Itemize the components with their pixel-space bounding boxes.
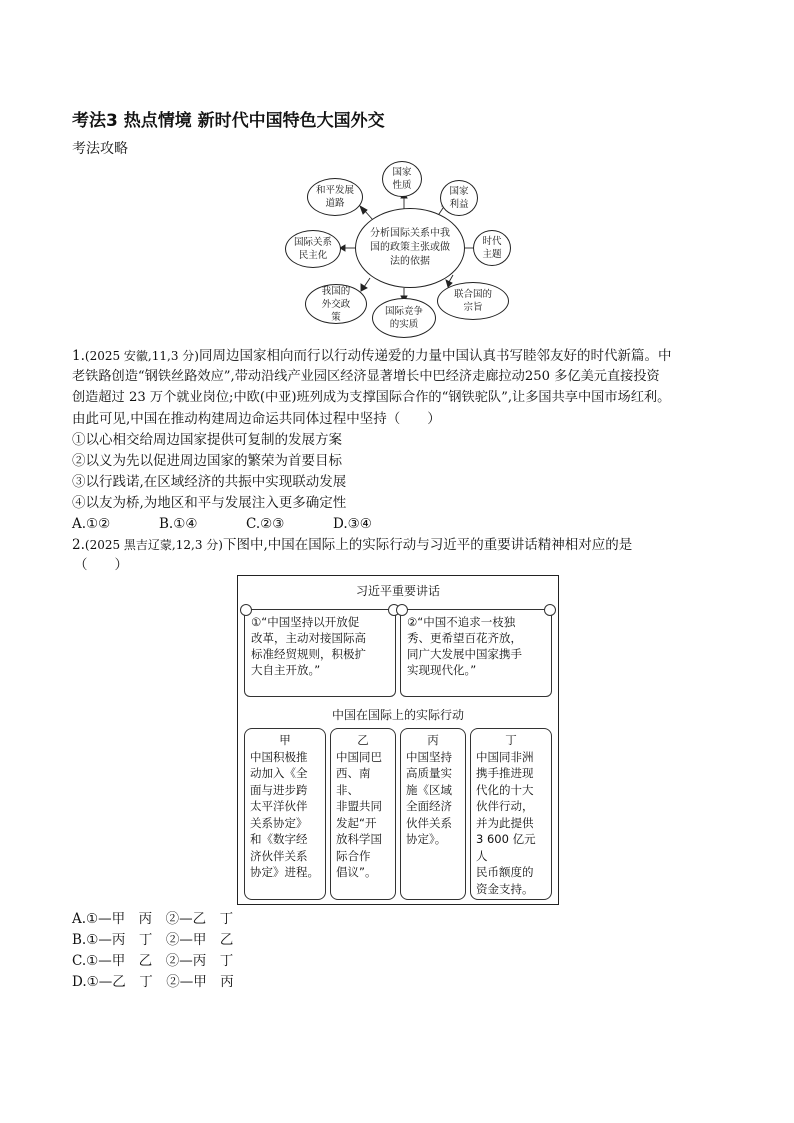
- mindmap-diagram: [285, 160, 525, 340]
- speech1-line1: ①“中国坚持以开放促: [251, 615, 360, 629]
- card-line: 发起“开: [336, 815, 377, 830]
- mindmap-node-competition: 国际竞争的实质: [372, 298, 436, 338]
- q2-number: 2.: [72, 537, 85, 553]
- speech2-line1: ②“中国不追求一枝独: [407, 615, 516, 629]
- card-line: 太平洋伙伴: [250, 799, 308, 813]
- card-line: 施《区域: [406, 782, 452, 797]
- mindmap-node-democratization: 国际关系民主化: [285, 230, 341, 268]
- q1-source: (2025 安徽,11,3 分): [84, 349, 199, 363]
- section-title: 考法3 热点情境 新时代中国特色大国外交: [72, 111, 385, 131]
- action-card-jia: [244, 728, 326, 900]
- q1-stem-line4: 由此可见,中国在推动构建周边命运共同体过程中坚持（ ）: [72, 411, 441, 427]
- card-line: 代化的十大: [476, 782, 534, 797]
- section-subtitle: 考法攻略: [72, 141, 128, 157]
- q1-statement-3: ③以行践诺,在区域经济的共振中实现联动发展: [72, 474, 347, 490]
- q2-stem-line2: （ ）: [74, 557, 128, 573]
- speech1-line2: 改革，主动对接国际高: [251, 631, 366, 645]
- scroll-curl-icon: [544, 604, 556, 616]
- mindmap-node-peaceful-development: 和平发展道路: [307, 178, 363, 216]
- q2-line1: [72, 535, 632, 556]
- action-card-ding: [470, 728, 552, 900]
- speech2-line2: 秀、更希望百花齐放，: [407, 631, 522, 645]
- q1-statement-1: ①以心相交给周边国家提供可复制的发展方案: [72, 432, 342, 448]
- q1-statement-2: ②以义为先以促进周边国家的繁荣为首要目标: [72, 453, 342, 469]
- card-line: 协定》。: [406, 832, 447, 846]
- card-heading: 甲: [279, 733, 291, 747]
- card-line: 全面经济: [406, 799, 452, 813]
- card-line: 关系协定》: [250, 815, 308, 830]
- scroll-curl-icon: [396, 604, 408, 616]
- speech-scroll-1: [244, 609, 396, 697]
- card-line: 民币额度的: [476, 865, 534, 879]
- speech2-line4: 实现现代化。”: [407, 663, 477, 677]
- card-line: 3 600 亿元人: [476, 832, 536, 863]
- q1-stem-line3: 创造超过 23 万个就业岗位;中欧(中亚)班列成为支撑国际合作的“钢铁驼队”,让多国共享中国市场红利。: [72, 390, 671, 405]
- card-line: 中国同非洲: [476, 749, 534, 764]
- card-heading: 乙: [357, 733, 369, 747]
- card-line: 高质量实: [406, 766, 452, 780]
- q2-option-a[interactable]: A.①—甲 丙 ②—乙 丁: [72, 911, 234, 927]
- scroll-curl-icon: [240, 604, 252, 616]
- card-line: 伙伴关系: [406, 815, 452, 830]
- card-line: 并为此提供: [476, 815, 534, 830]
- q2-figure: [237, 575, 559, 905]
- card-line: 非盟共同: [336, 799, 382, 813]
- q1-statement-4: ④以友为桥,为地区和平与发展注入更多确定性: [72, 495, 347, 511]
- card-line: 中国积极推: [250, 749, 308, 764]
- q2-option-d[interactable]: D.①—乙 丁 ②—甲 丙: [72, 974, 234, 990]
- q2-option-b[interactable]: B.①—丙 丁 ②—甲 乙: [72, 932, 234, 948]
- mindmap-center-node: 分析国际关系中我国的政策主张或做法的依据: [355, 208, 465, 288]
- q2-option-c[interactable]: C.①—甲 乙 ②—丙 丁: [72, 953, 234, 969]
- card-line: 和《数字经: [250, 832, 308, 846]
- card-line: 际合作: [336, 848, 371, 863]
- q1-option-a[interactable]: A.①②: [72, 516, 111, 532]
- card-line: 倡议”。: [336, 865, 377, 879]
- speech1-line4: 大自主开放。”: [251, 663, 321, 677]
- card-line: 放科学国: [336, 832, 382, 846]
- card-line: 协定》进程。: [250, 865, 319, 879]
- speech2-line3: 同广大发展中国家携手: [407, 647, 522, 661]
- mindmap-node-national-nature: 国家性质: [382, 161, 422, 197]
- action-card-yi: [330, 728, 396, 900]
- card-line: 西、南非、: [336, 766, 371, 797]
- q1-option-b[interactable]: B.①④: [159, 516, 198, 532]
- q2-stem-line1: 下图中,中国在国际上的实际行动与习近平的重要讲话精神相对应的是: [222, 537, 633, 553]
- q1-option-d[interactable]: D.③④: [333, 516, 372, 532]
- mindmap-node-national-interest: 国家利益: [440, 180, 478, 216]
- q1-number: 1.: [72, 348, 85, 364]
- q1-stem-line2: 老铁路创造“钢铁丝路效应”,带动沿线产业园区经济显著增长中巴经济走廊拉动250 多亿美元直接投资: [72, 369, 660, 384]
- mindmap-node-un-purpose: 联合国的宗旨: [437, 282, 509, 320]
- card-line: 中国坚持: [406, 749, 452, 764]
- card-line: 中国同巴: [336, 749, 382, 764]
- q2-source: (2025 黑吉辽蒙,12,3 分): [84, 538, 223, 552]
- q1-option-c[interactable]: C.②③: [246, 516, 285, 532]
- action-card-bing: [400, 728, 466, 900]
- card-line: 动加入《全: [250, 766, 308, 780]
- q1-line1: [72, 346, 671, 367]
- mindmap-node-era-theme: 时代主题: [473, 230, 511, 266]
- card-line: 伙伴行动，: [476, 799, 534, 813]
- card-heading: 丁: [505, 733, 517, 747]
- card-line: 资金支持。: [476, 881, 534, 896]
- figure-mid-title: 中国在国际上的实际行动: [331, 708, 464, 722]
- card-heading: 丙: [427, 733, 439, 747]
- card-line: 携手推进现: [476, 766, 534, 780]
- mindmap-node-foreign-policy: 我国的外交政策: [305, 284, 367, 324]
- speech1-line3: 标准经贸规则，积极扩: [251, 647, 366, 661]
- card-line: 面与进步跨: [250, 782, 308, 797]
- card-line: 济伙伴关系: [250, 848, 308, 863]
- speech-scroll-2: [400, 609, 552, 697]
- figure-top-title: 习近平重要讲话: [355, 584, 440, 598]
- q1-stem-line1: 同周边国家相向而行以行动传递爱的力量中国认真书写睦邻友好的时代新篇。中: [198, 348, 672, 364]
